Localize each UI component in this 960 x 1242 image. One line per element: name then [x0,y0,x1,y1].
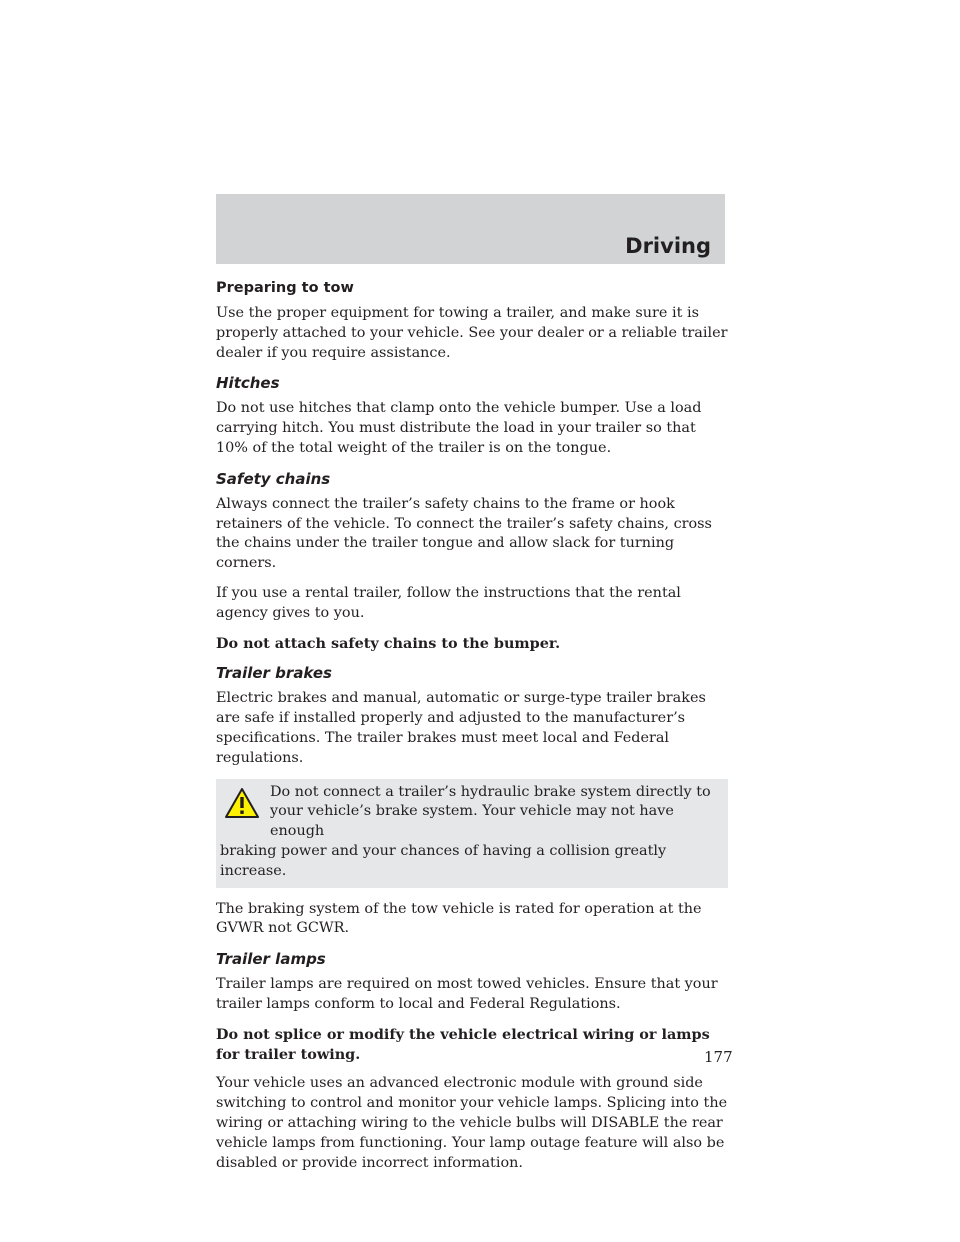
heading-trailer-lamps: Trailer lamps [216,950,326,969]
paragraph-trailer-lamps-2: Your vehicle uses an advanced electronic module with ground side switching to control and monitor your vehicle lamps. Splicing into the wiring or attaching wiring to the vehicle bulbs will DISABLE the rear vehicle lamps from functioning. Your lamp outage feature will also be disabled or provide incorrect information. [216,1075,728,1171]
paragraph-safety-chains-1: Always connect the trailer’s safety chains to the frame or hook retainers of the vehicle. To connect the trailer’s safety chains, cross the chains under the trailer tongue and allow slack for turning corners. [216,495,712,572]
paragraph-preparing: Use the proper equipment for towing a trailer, and make sure it is properly attached to your vehicle. See your dealer or a reliable trailer dealer if you require assistance. [216,305,728,361]
warning-triangle-icon [224,787,260,819]
heading-hitches: Hitches [216,374,280,393]
paragraph-trailer-lamps-1: Trailer lamps are required on most towed vehicles. Ensure that your trailer lamps conform to local and Federal Regulations. [216,976,718,1012]
paragraph-hitches: Do not use hitches that clamp onto the vehicle bumper. Use a load carrying hitch. You must distribute the load in your trailer so that 10% of the total weight of the trailer is on the tongue. [216,400,702,456]
section-title: Driving [625,234,711,258]
paragraph-safety-chains-bold: Do not attach safety chains to the bumper. [216,634,561,652]
heading-safety-chains: Safety chains [216,469,331,488]
header-band [216,194,725,264]
warning-box [216,779,728,888]
heading-preparing-to-tow: Preparing to tow [216,280,354,296]
warning-text-first: Do not connect a trailer’s hydraulic brake system directly to your vehicle’s brake system. Your vehicle may not have enough [270,783,711,840]
warning-text-rest: braking power and your chances of having a collision greatly increase. [220,842,667,879]
paragraph-braking-system: The braking system of the tow vehicle is rated for operation at the GVWR not GCWR. [216,900,702,937]
page-content [216,278,728,1183]
paragraph-trailer-lamps-bold: Do not splice or modify the vehicle electrical wiring or lamps for trailer towing. [216,1025,710,1063]
paragraph-safety-chains-2: If you use a rental trailer, follow the instructions that the rental agency gives to you. [216,584,681,621]
heading-trailer-brakes: Trailer brakes [216,664,332,683]
paragraph-trailer-brakes: Electric brakes and manual, automatic or surge-type trailer brakes are safe if installed properly and adjusted to the manufacturer’s specifications. The trailer brakes must meet local and Federal regulations. [216,690,706,766]
page-number: 177 [704,1048,733,1066]
